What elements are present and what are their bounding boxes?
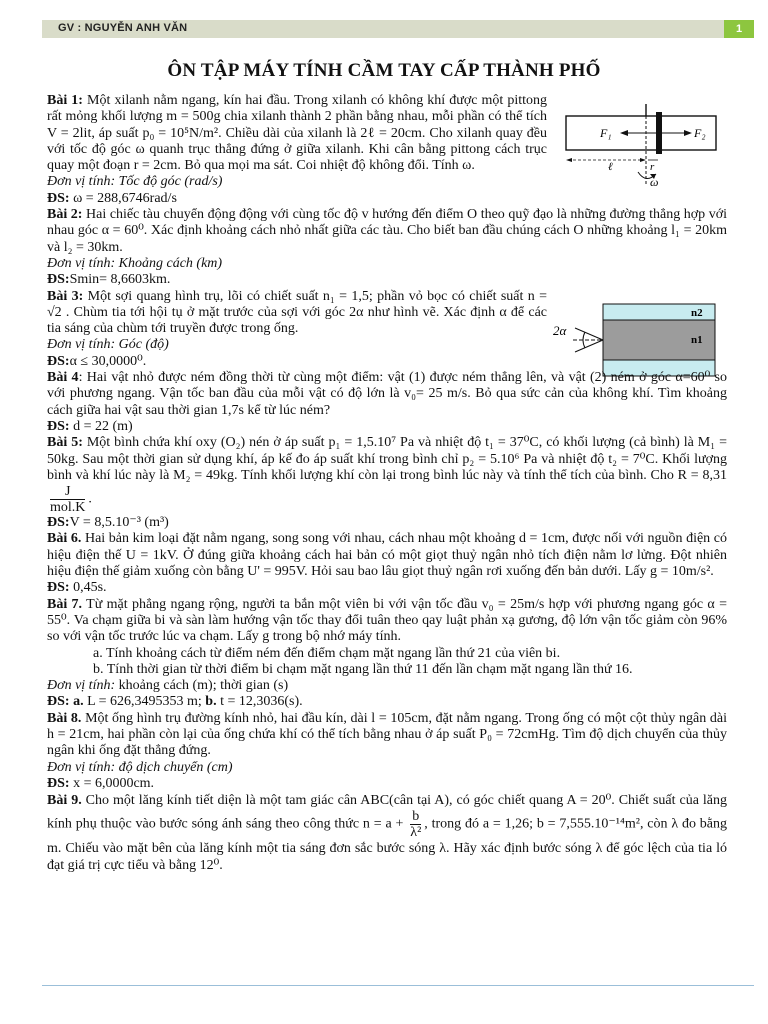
exercise-list	[47, 93, 727, 874]
exercise-5-heading: Bài 5:	[47, 435, 83, 451]
n2-label: n2	[691, 307, 703, 319]
exercise-4-answer: ĐS: d = 22 (m)	[47, 418, 133, 434]
length-l-label: ℓ	[608, 161, 613, 173]
exercise-4	[47, 370, 727, 419]
exercise-4-heading: Bài 4	[47, 370, 79, 386]
unit-label: Đơn vị tính:	[47, 174, 116, 190]
exercise-2-heading: Bài 2:	[47, 207, 83, 223]
exercise-2-text: Hai chiếc tàu chuyển động động với cùng tốc độ v hướng đến điểm O theo quỹ đạo là những đường thẳng hợp với nhau góc α = 60⁰. Xác định khoảng cách nhỏ nhất giữa các tàu. Cho biết ban đầu chúng cách O những khoảng l₁ = 20km và l₂ = 30km.	[47, 207, 728, 255]
gas-constant-fraction: $\frac{J}{\text{mol.K}}$	[50, 484, 86, 516]
exercise-9-text-1: Cho một lăng kính tiết diện là một tam giác cân ABC(cân tại A), có góc chiết quang A = 20⁰. Chiết suất của lăng kính phụ thuộc vào bước sóng ánh sáng theo công thức n = a +	[47, 793, 728, 832]
exercise-7-heading: Bài 7.	[47, 596, 83, 612]
exercise-3-text: Một sợi quang hình trụ, lõi có chiết suất n₁ = 1,5; phần vỏ bọc có chiết suất n = √2 . Chùm tia tới hội tụ ở mặt trước của sợi với góc 2α như hình vẽ. Xác định α để các tia sáng của chùm tới truyền được trong ống.	[47, 288, 548, 337]
exercise-6-text: Hai bản kim loại đặt nằm ngang, song song với nhau, cách nhau một khoảng d = 1cm, được nối với nguồn điện có hiệu điện thế U = 1kV. Ở đúng giữa khoảng cách hai bản có một giọt thuỷ ngân nhỏ tích điện nằm lơ lửng. Đột nhiên hiệu điện thế giảm xuống còn bằng U' = 995V. Hỏi sau bao lâu giọt thuỷ ngân rơi xuống đến bản dưới. Lấy g = 10m/s².	[47, 531, 728, 580]
answer-label: ĐS:	[47, 190, 70, 206]
exercise-1	[47, 93, 547, 174]
exercise-1-heading: Bài 1:	[47, 93, 83, 108]
exercise-1-unit: Đơn vị tính: Tốc độ góc (rad/s)	[47, 174, 223, 190]
page-header	[42, 20, 754, 38]
page-title: ÔN TẬP MÁY TÍNH CẦM TAY CẤP THÀNH PHỐ	[167, 60, 601, 81]
exercise-1-text: Một xilanh nằm ngang, kín hai đầu. Trong xilanh có không khí được một pittong rất mỏng khối lượng m = 500g chia xilanh thành 2 phần bằng nhau, mỗi phần có thể tích V = 2lit, áp suất p₀ = 10⁵N/m². Chiều dài của xilanh là 2ℓ = 20cm. Cho xilanh quay đều với tốc độ góc ω quanh trục thẳng đứng ở giữa xilanh. Khi cân bằng pittong cách trục quay một đoạn r = 2cm. Bỏ qua mọi ma sát. Coi nhiệt độ không đổi. Tính ω.	[47, 93, 548, 174]
exercise-1-answer: ĐS: ω = 288,6746rad/s	[47, 190, 177, 206]
exercise-5: Bài 5: Một bình chứa khí oxy (O₂) nén ở áp suất p₁ = 1,5.10⁷ Pa và nhiệt độ t₁ = 37⁰C, có khối lượng (cả bình) là M₁ = 50kg. Sau một thời gian sử dụng khí, áp kế đo áp suất khí trong bình chỉ p₂ = 5.10⁶ Pa và nhiệt độ t₂ = 7⁰C. Khối lượng bình và khí lúc này là M₂ = 49kg. Tính khối lượng khí còn lại trong bình lúc này và tính thể tích của bình. Cho R = 8,31 $\frac{J}{\text{mol.K}}$ .	[47, 435, 728, 516]
exercise-5-answer: ĐS:V = 8,5.10⁻³ (m³)	[47, 515, 169, 531]
exercise-8	[47, 711, 727, 760]
exercise-6	[47, 531, 727, 580]
force-f2-label: F₂	[694, 126, 706, 140]
exercise-9	[47, 792, 727, 874]
exercise-3-unit: Đơn vị tính: Góc (độ)	[47, 337, 169, 353]
teacher-name: GV : NGUYỄN ANH VĂN	[58, 22, 188, 34]
exercise-8-heading: Bài 8.	[47, 710, 82, 726]
exercise-3-answer: ĐS:α ≤ 30,0000⁰.	[47, 353, 147, 369]
r-label: r	[650, 161, 655, 173]
exercise-7-text: Từ mặt phẳng ngang rộng, người ta bắn một viên bi với vận tốc đầu v₀ = 25m/s hợp với phương ngang góc α = 55⁰. Va chạm giữa bi và sàn làm hướng vận tốc thay đổi tuân theo qay luật phản xạ gương, độ lớn vận tốc giảm còn 96% so với vận tốc trước lúc va chạm. Lấy g trong bộ nhớ máy tính.	[47, 596, 727, 645]
exercise-6-heading: Bài 6.	[47, 531, 82, 547]
exercise-8-unit: Đơn vị tính: độ dịch chuyển (cm)	[47, 759, 233, 775]
exercise-2-answer: ĐS:Smin= 8,6603km.	[47, 272, 171, 288]
page-number: 1	[724, 20, 754, 38]
exercise-4-text: : Hai vật nhỏ được ném đồng thời từ cùng một điểm: vật (1) được ném thẳng lên, và vật (2) ném ở góc α=60⁰ so với phương ngang. Vận tốc ban đầu của mỗi vật có độ lớn là v₀= 25 m/s. Bỏ qua sức cản của không khí. Tìm khoảng cách giữa hai vật sau thời gian 1,7s kể từ lúc ném?	[47, 370, 727, 418]
angle-2alpha-label: 2α	[553, 323, 567, 338]
omega-label: ω	[650, 175, 659, 189]
exercise-7	[47, 597, 727, 646]
exercise-8-text: Một ống hình trụ đường kính nhỏ, hai đầu kín, dài l = 105cm, đặt nằm ngang. Trong ống có một cột thủy ngân dài h = 21cm, hai phần còn lại của ống chứa khí có thể tích bằng nhau ở áp suất P₀ = 72cmHg. Tìm độ dịch chuyển của thủy ngân khi ống đặt thẳng đứng.	[47, 710, 727, 759]
footer-divider	[42, 985, 754, 986]
exercise-7-part-a: a. Tính khoảng cách từ điểm ném đến điểm chạm mặt ngang lần thứ 21 của viên bi.	[93, 645, 561, 661]
exercise-7-unit: Đơn vị tính: khoảng cách (m); thời gian (s)	[47, 678, 289, 694]
exercise-2-unit: Đơn vị tính: Khoảng cách (km)	[47, 255, 223, 271]
exercise-9-text-2: , trong đó a = 1,26; b = 7,555.10⁻¹⁴m², còn λ đo bằng m. Chiếu vào mặt bên của lăng kính một tia sáng đơn sắc bước sóng λ. Hãy xác định bước sóng λ để góc lệch của tia ló đạt giá trị cực tiểu và bằng 12⁰.	[47, 816, 728, 874]
exercise-3-heading: Bài 3:	[47, 288, 84, 304]
exercise-2	[47, 207, 727, 256]
exercise-7-part-b: b. Tính thời gian từ thời điểm bi chạm mặt ngang lần thứ 11 đến lần chạm mặt ngang lần thứ 16.	[93, 661, 633, 677]
n1-label: n1	[691, 334, 703, 346]
exercise-3	[47, 289, 547, 338]
refractive-formula-fraction: $\frac{b}{\text{λ²}}$	[410, 809, 422, 841]
exercise-8-answer: ĐS: x = 6,0000cm.	[47, 775, 155, 791]
force-f1-label: F₁	[600, 126, 612, 140]
exercise-7-answer: ĐS: a. L = 626,3495353 m; b. t = 12,3036(s).	[47, 694, 303, 710]
exercise-5-text: Một bình chứa khí oxy (O₂) nén ở áp suất p₁ = 1,5.10⁷ Pa và nhiệt độ t₁ = 37⁰C, có khối lượng (cả bình) là M₁ = 50kg. Sau một thời gian sử dụng khí, áp kế đo áp suất khí trong bình chỉ p₂ = 5.10⁶ Pa và nhiệt độ t₂ = 7⁰C. Khối lượng bình và khí lúc này là M₂ = 49kg. Tính khối lượng khí còn lại trong bình lúc này và tính thể tích của bình. Cho R = 8,31	[47, 435, 728, 483]
exercise-9-heading: Bài 9.	[47, 793, 82, 809]
exercise-6-answer: ĐS: 0,45s.	[47, 580, 107, 596]
